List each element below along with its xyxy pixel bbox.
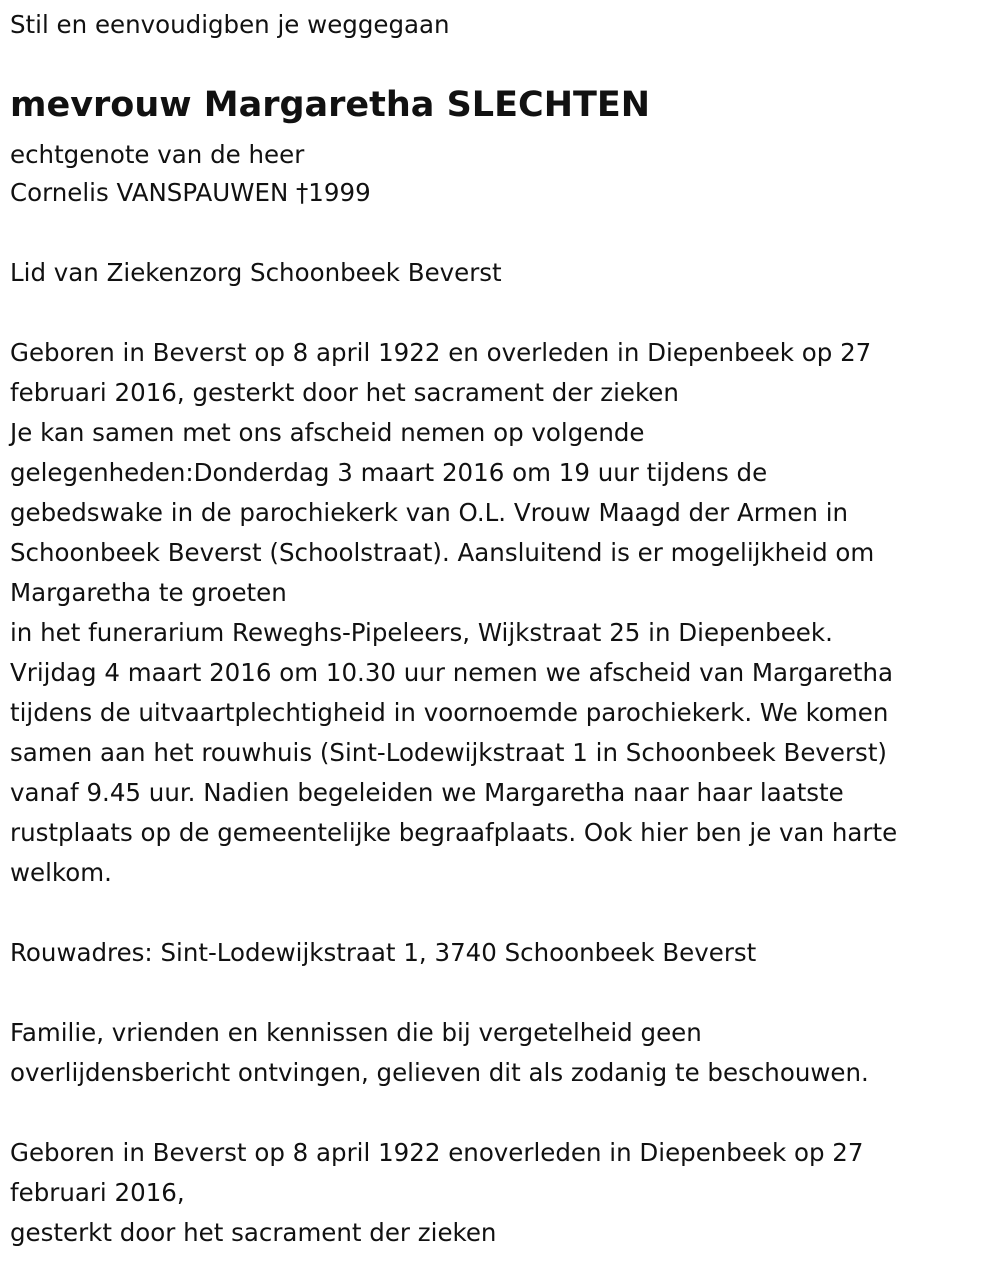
spouse-line: echtgenote van de heer — [10, 140, 305, 169]
spouse-line: Cornelis VANSPAUWEN †1999 — [10, 178, 371, 207]
announcement-line: tijdens de uitvaartplechtigheid in voornoemde parochiekerk. We komen — [10, 698, 889, 727]
notice-line: overlijdensbericht ontvingen, gelieven dit als zodanig te beschouwen. — [10, 1058, 869, 1087]
notice-line: Familie, vrienden en kennissen die bij vergetelheid geen — [10, 1018, 702, 1047]
announcement-line: Margaretha te groeten — [10, 578, 287, 607]
announcement-line: samen aan het rouwhuis (Sint-Lodewijkstraat 1 in Schoonbeek Beverst) — [10, 738, 887, 767]
intro-line: Stil en eenvoudigben je weggegaan — [10, 10, 450, 39]
address-line: Rouwadres: Sint-Lodewijkstraat 1, 3740 Schoonbeek Beverst — [10, 938, 757, 967]
announcement-line: welkom. — [10, 858, 112, 887]
announcement-line: Vrijdag 4 maart 2016 om 10.30 uur nemen we afscheid van Margaretha — [10, 658, 894, 687]
announcement-line: Schoonbeek Beverst (Schoolstraat). Aansluitend is er mogelijkheid om — [10, 538, 875, 567]
announcement-line: vanaf 9.45 uur. Nadien begeleiden we Margaretha naar haar laatste — [10, 778, 844, 807]
announcement-line: rustplaats op de gemeentelijke begraafplaats. Ook hier ben je van harte — [10, 818, 898, 847]
announcement-line: Geboren in Beverst op 8 april 1922 en overleden in Diepenbeek op 27 — [10, 338, 872, 367]
announcement-line: in het funerarium Reweghs-Pipeleers, Wijkstraat 25 in Diepenbeek. — [10, 618, 833, 647]
closing-line: februari 2016, — [10, 1178, 185, 1207]
deceased-name: mevrouw Margaretha SLECHTEN — [10, 85, 651, 125]
announcement-line: Je kan samen met ons afscheid nemen op volgende — [10, 418, 645, 447]
closing-line: Geboren in Beverst op 8 april 1922 enoverleden in Diepenbeek op 27 — [10, 1138, 864, 1167]
announcement-line: gebedswake in de parochiekerk van O.L. Vrouw Maagd der Armen in — [10, 498, 849, 527]
closing-line: gesterkt door het sacrament der zieken — [10, 1218, 497, 1247]
announcement-line: februari 2016, gesterkt door het sacrament der zieken — [10, 378, 679, 407]
announcement-line: gelegenheden:Donderdag 3 maart 2016 om 19 uur tijdens de — [10, 458, 768, 487]
membership-line: Lid van Ziekenzorg Schoonbeek Beverst — [10, 258, 502, 287]
